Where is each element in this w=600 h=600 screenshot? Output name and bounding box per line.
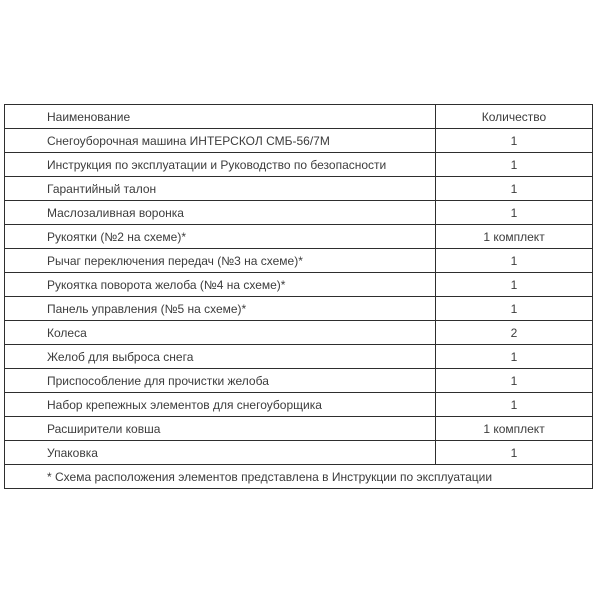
item-quantity-cell: 1 комплект	[436, 225, 593, 249]
footnote-row	[5, 465, 593, 489]
table-row	[5, 153, 593, 177]
item-name-cell: Рукоятки (№2 на схеме)*	[5, 225, 436, 249]
item-quantity-cell: 1	[436, 441, 593, 465]
item-name-cell: Снегоуборочная машина ИНТЕРСКОЛ СМБ-56/7М	[5, 129, 436, 153]
item-quantity-cell: 1	[436, 153, 593, 177]
item-quantity-cell: 1	[436, 393, 593, 417]
table-row	[5, 345, 593, 369]
item-name-cell: Желоб для выброса снега	[5, 345, 436, 369]
table-row	[5, 177, 593, 201]
table-row	[5, 441, 593, 465]
footnote-cell: * Схема расположения элементов представлена в Инструкции по эксплуатации	[5, 465, 593, 489]
table-row	[5, 297, 593, 321]
item-name-cell: Расширители ковша	[5, 417, 436, 441]
item-quantity-cell: 1	[436, 369, 593, 393]
table-row	[5, 393, 593, 417]
table-body	[5, 129, 593, 465]
item-name-cell: Рычаг переключения передач (№3 на схеме)*	[5, 249, 436, 273]
item-name-cell: Маслозаливная воронка	[5, 201, 436, 225]
table-row	[5, 273, 593, 297]
item-name-cell: Набор крепежных элементов для снегоуборщика	[5, 393, 436, 417]
item-name-cell: Колеса	[5, 321, 436, 345]
column-header-quantity: Количество	[436, 105, 593, 129]
table-row	[5, 369, 593, 393]
table-row	[5, 321, 593, 345]
item-name-cell: Гарантийный талон	[5, 177, 436, 201]
item-name-cell: Панель управления (№5 на схеме)*	[5, 297, 436, 321]
header-row	[5, 105, 593, 129]
item-quantity-cell: 1 комплект	[436, 417, 593, 441]
item-name-cell: Приспособление для прочистки желоба	[5, 369, 436, 393]
table-row	[5, 225, 593, 249]
table-row	[5, 129, 593, 153]
table-row	[5, 249, 593, 273]
item-name-cell: Рукоятка поворота желоба (№4 на схеме)*	[5, 273, 436, 297]
item-name-cell: Инструкция по эксплуатации и Руководство по безопасности	[5, 153, 436, 177]
item-quantity-cell: 1	[436, 345, 593, 369]
item-quantity-cell: 1	[436, 297, 593, 321]
item-quantity-cell: 1	[436, 273, 593, 297]
item-quantity-cell: 1	[436, 201, 593, 225]
item-quantity-cell: 1	[436, 177, 593, 201]
item-quantity-cell: 2	[436, 321, 593, 345]
column-header-name: Наименование	[5, 105, 436, 129]
packing-list-table	[4, 104, 593, 489]
item-quantity-cell: 1	[436, 129, 593, 153]
item-quantity-cell: 1	[436, 249, 593, 273]
item-name-cell: Упаковка	[5, 441, 436, 465]
table-row	[5, 201, 593, 225]
table-row	[5, 417, 593, 441]
